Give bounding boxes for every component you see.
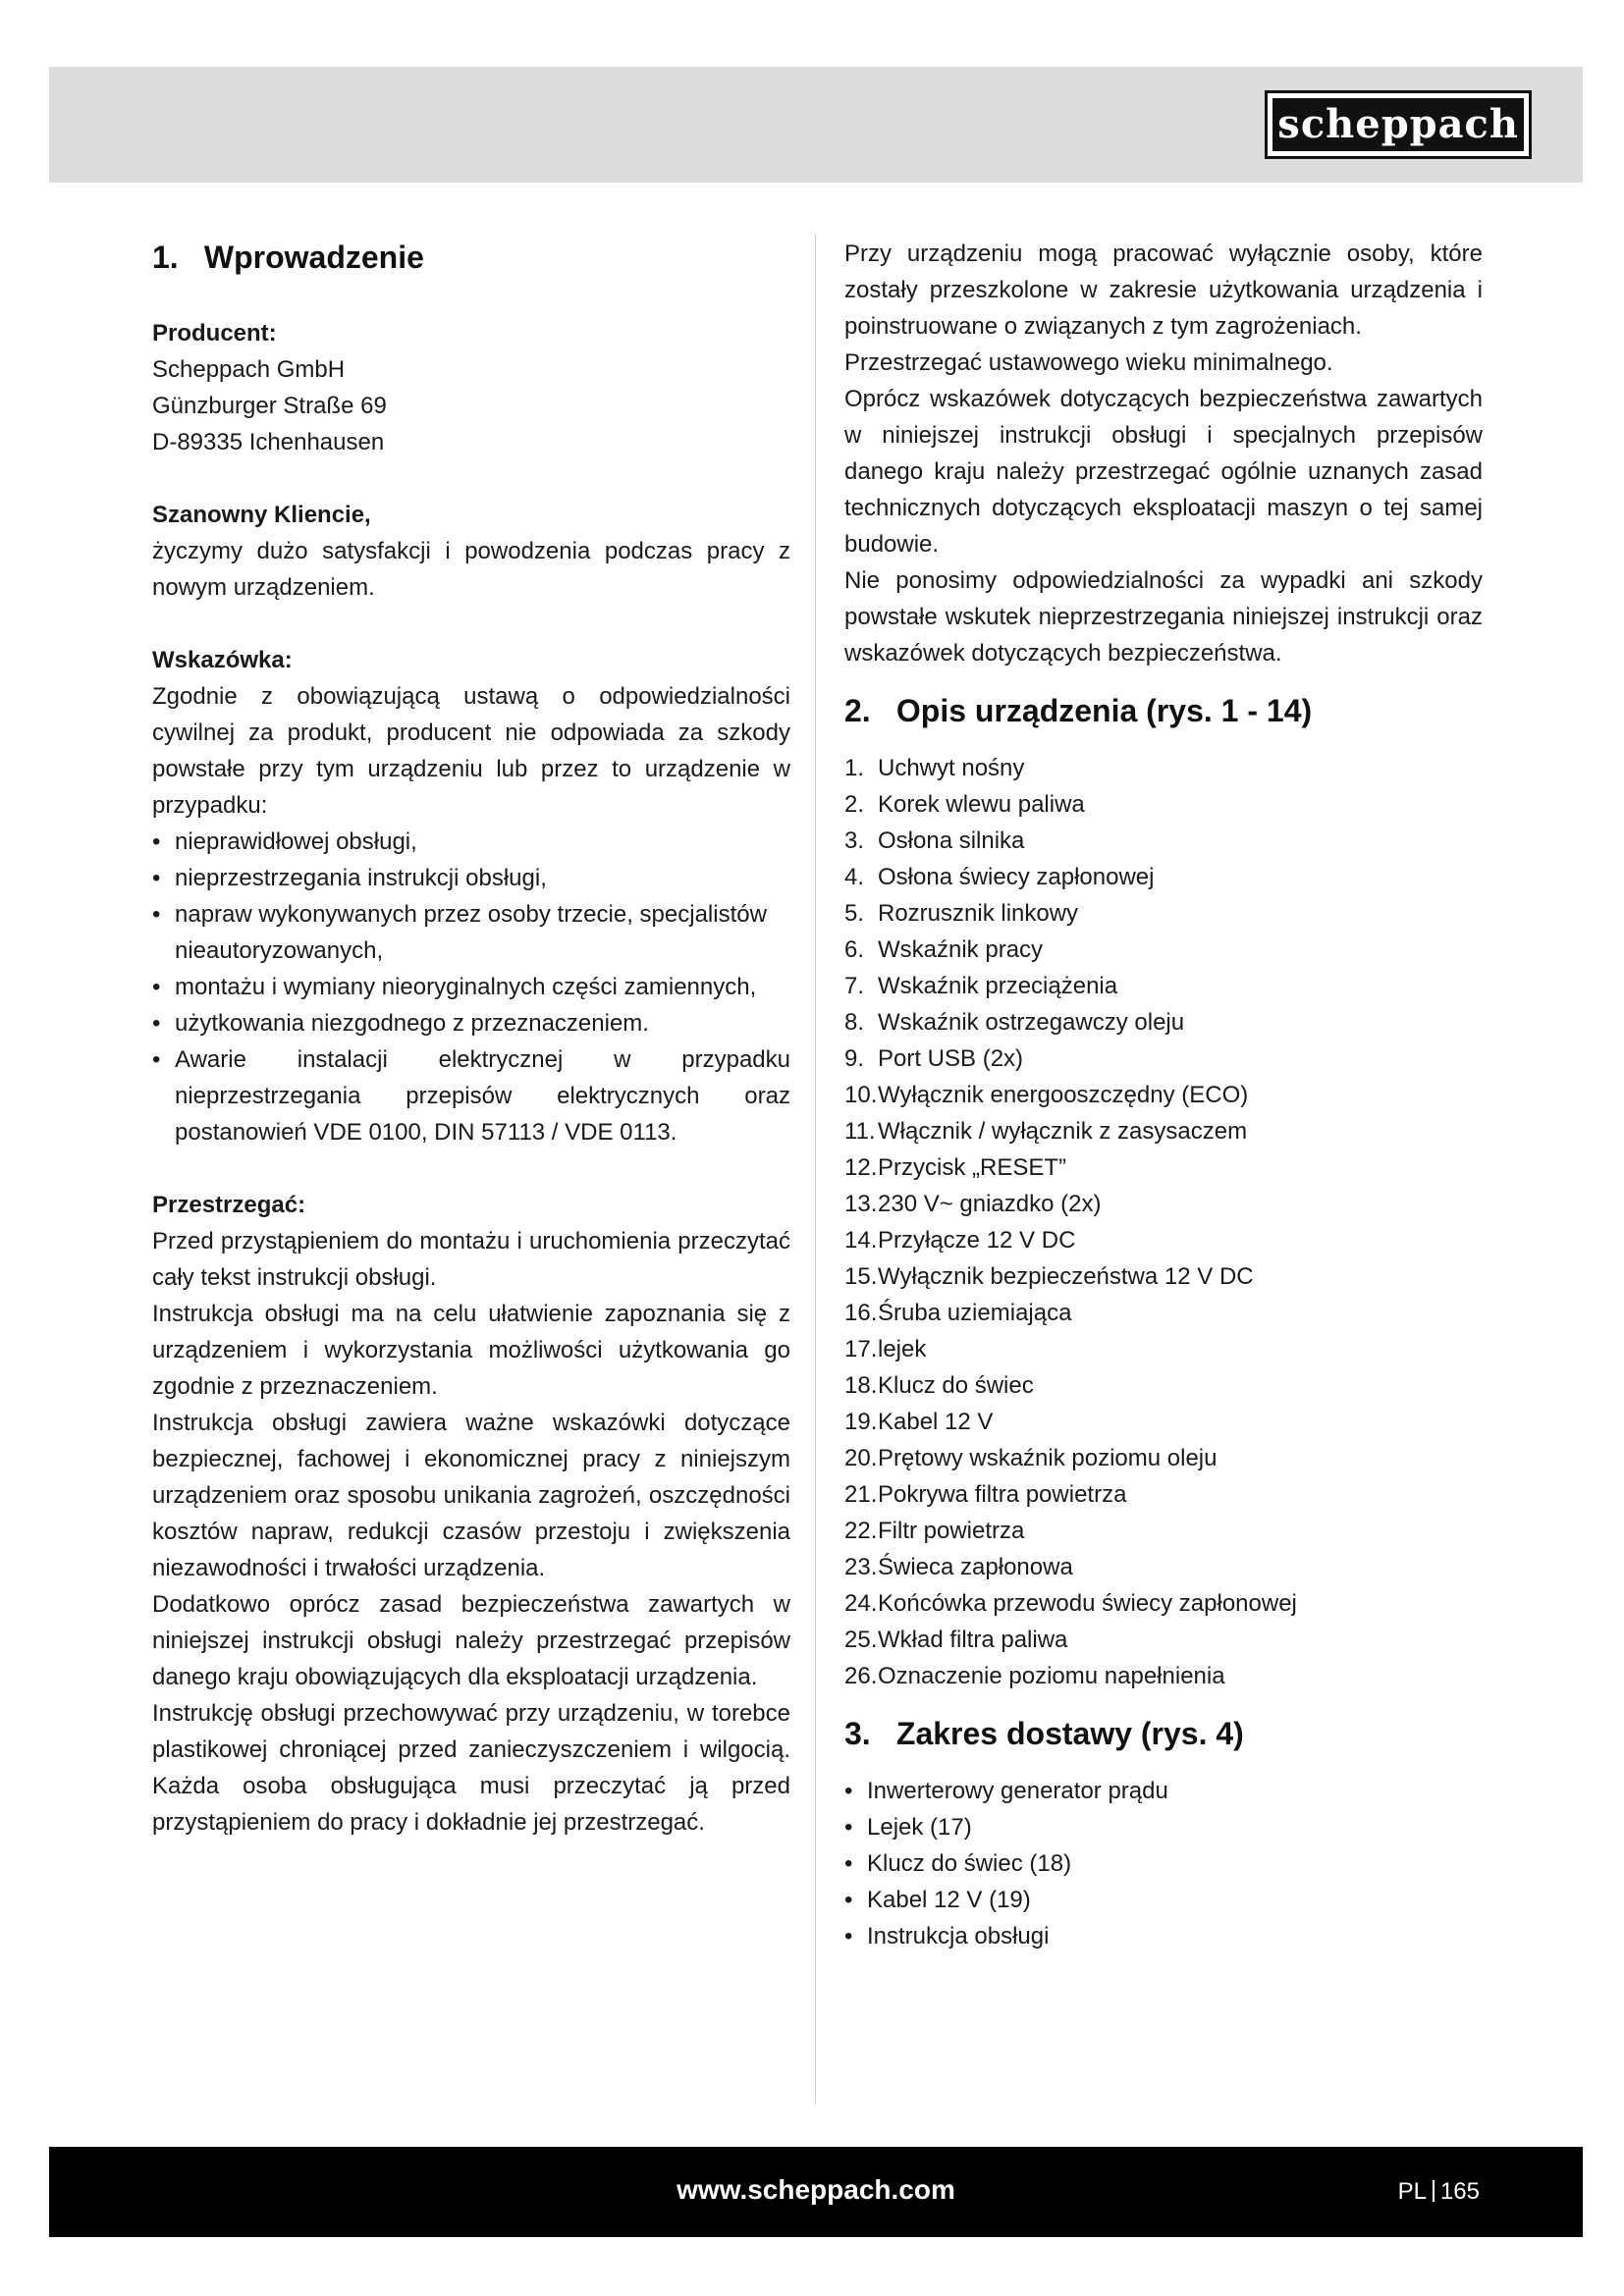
list-item: 13.230 V~ gniazdko (2x) xyxy=(844,1191,1102,1217)
right-column xyxy=(844,236,1483,1954)
list-item: • nieprawidłowej obsługi, xyxy=(152,824,790,860)
page-number: PL 165 xyxy=(1397,2178,1480,2205)
list-item: • Klucz do świec (18) xyxy=(844,1845,1483,1882)
list-item: 10.Wyłącznik energooszczędny (ECO) xyxy=(844,1082,1249,1108)
header-band xyxy=(49,67,1583,183)
list-item: 22.Filtr powietrza xyxy=(844,1518,1025,1544)
dear-customer-text: życzymy dużo satysfakcji i powodzenia podczas pracy z nowym urządzeniem. xyxy=(152,538,790,601)
list-item: • napraw wykonywanych przez osoby trzecie, specjalistów nieautoryzowanych, xyxy=(152,896,790,969)
delivery-list xyxy=(844,1773,1483,1954)
list-item: • Lejek (17) xyxy=(844,1809,1483,1845)
hint-list xyxy=(152,824,790,1150)
list-item: • Inwerterowy generator prądu xyxy=(844,1773,1483,1809)
list-item: 12.Przycisk „RESET” xyxy=(844,1154,1066,1181)
producer-address: Scheppach GmbH Günzburger Straße 69 D-89335 Ichenhausen xyxy=(152,356,387,455)
list-item: • montażu i wymiany nieoryginalnych części zamiennych, xyxy=(152,969,790,1005)
observe-paragraph: Instrukcja obsługi zawiera ważne wskazówki dotyczące bezpiecznej, fachowej i ekonomicznej pracy z niniejszym urządzeniem oraz sposobu unikania zagrożeń, oszczędności kosztów napraw, redukcji czasów przestoju i zwiększenia niezawodności i trwałości urządzenia. xyxy=(152,1410,790,1581)
observe-paragraph: Przed przystąpieniem do montażu i uruchomienia przeczytać cały tekst instrukcji obsługi. xyxy=(152,1228,790,1291)
list-item: • użytkowania niezgodnego z przeznaczeniem. xyxy=(152,1005,790,1041)
list-item: 6. Wskaźnik pracy xyxy=(844,936,1044,963)
list-item: 18.Klucz do świec xyxy=(844,1372,1034,1399)
list-item: 9. Port USB (2x) xyxy=(844,1045,1024,1072)
list-item: • Instrukcja obsługi xyxy=(844,1918,1483,1954)
list-item: • Kabel 12 V (19) xyxy=(844,1882,1483,1918)
observe-label: Przestrzegać: xyxy=(152,1192,306,1218)
list-item: 16.Śruba uziemiająca xyxy=(844,1300,1072,1326)
observe-paragraph: Instrukcję obsługi przechowywać przy urządzeniu, w torebce plastikowej chroniącej przed zanieczyszczeniem i wilgocią. Każda osoba obsługująca musi przeczytać ją przed przystąpieniem do pracy i dokładnie jej przestrzegać. xyxy=(152,1700,790,1836)
list-item: 7. Wskaźnik przeciążenia xyxy=(844,973,1118,999)
list-item: 21.Pokrywa filtra powietrza xyxy=(844,1481,1127,1508)
list-item: 26.Oznaczenie poziomu napełnienia xyxy=(844,1663,1225,1689)
scheppach-logo: scheppach xyxy=(1268,93,1529,156)
list-item: 25.Wkład filtra paliwa xyxy=(844,1627,1068,1653)
section-3-heading: 3. Zakres dostawy (rys. 4) xyxy=(844,1716,1244,1751)
intro-paragraph: Oprócz wskazówek dotyczących bezpieczeństwa zawartych w niniejszej instrukcji obsługi i specjalnych przepisów danego kraju należy przestrzegać ogólnie uznanych zasad technicznych dotyczących eksploatacji maszyn o tej samej budowie. xyxy=(844,386,1483,558)
producer-label: Producent: xyxy=(152,320,277,347)
column-divider xyxy=(815,234,816,2104)
left-column xyxy=(152,236,790,1841)
list-item: 20.Prętowy wskaźnik poziomu oleju xyxy=(844,1445,1218,1471)
list-item: 3. Osłona silnika xyxy=(844,828,1025,854)
list-item: 17.lejek xyxy=(844,1336,927,1362)
list-item: 8. Wskaźnik ostrzegawczy oleju xyxy=(844,1009,1185,1036)
parts-list xyxy=(844,750,1483,1694)
observe-paragraph: Dodatkowo oprócz zasad bezpieczeństwa zawartych w niniejszej instrukcji obsługi należy przestrzegać przepisów danego kraju obowiązujących dla eksploatacji urządzenia. xyxy=(152,1591,790,1690)
list-item: 24.Końcówka przewodu świecy zapłonowej xyxy=(844,1590,1297,1617)
hint-text: Zgodnie z obowiązującą ustawą o odpowiedzialności cywilnej za produkt, producent nie odpowiada za szkody powstałe przy tym urządzeniu lub przez to urządzenie w przypadku: xyxy=(152,683,790,819)
intro-paragraph: Przestrzegać ustawowego wieku minimalnego. xyxy=(844,349,1333,376)
list-item: 4. Osłona świecy zapłonowej xyxy=(844,864,1155,890)
list-item: 5. Rozrusznik linkowy xyxy=(844,900,1079,927)
footer-website-link[interactable]: www.scheppach.com xyxy=(677,2174,955,2205)
list-item: 2. Korek wlewu paliwa xyxy=(844,791,1085,818)
footer-band xyxy=(49,2147,1583,2237)
intro-paragraph: Nie ponosimy odpowiedzialności za wypadki ani szkody powstałe wskutek nieprzestrzegania niniejszej instrukcji oraz wskazówek dotyczących bezpieczeństwa. xyxy=(844,567,1483,667)
list-item: 14.Przyłącze 12 V DC xyxy=(844,1227,1076,1254)
list-item: 19.Kabel 12 V xyxy=(844,1409,994,1435)
hint-label: Wskazówka: xyxy=(152,647,293,673)
section-2-heading: 2. Opis urządzenia (rys. 1 - 14) xyxy=(844,693,1313,728)
observe-paragraph: Instrukcja obsługi ma na celu ułatwienie zapoznania się z urządzeniem i wykorzystania możliwości użytkowania go zgodnie z przeznaczeniem. xyxy=(152,1301,790,1400)
list-item: 11. Włącznik / wyłącznik z zasysaczem xyxy=(844,1118,1248,1145)
list-item: 15.Wyłącznik bezpieczeństwa 12 V DC xyxy=(844,1263,1254,1290)
list-item: • nieprzestrzegania instrukcji obsługi, xyxy=(152,860,790,896)
list-item: • Awarie instalacji elektrycznej w przypadku nieprzestrzegania przepisów elektrycznych oraz postanowień VDE 0100, DIN 57113 / VDE 0113. xyxy=(152,1041,790,1150)
list-item: 23.Świeca zapłonowa xyxy=(844,1554,1073,1580)
dear-customer-label: Szanowny Kliencie, xyxy=(152,502,371,528)
section-1-heading: 1. Wprowadzenie xyxy=(152,240,424,275)
list-item: 1. Uchwyt nośny xyxy=(844,755,1025,781)
intro-paragraph: Przy urządzeniu mogą pracować wyłącznie osoby, które zostały przeszkolone w zakresie użytkowania urządzenia i poinstruowane o związanych z tym zagrożeniach. xyxy=(844,240,1483,340)
